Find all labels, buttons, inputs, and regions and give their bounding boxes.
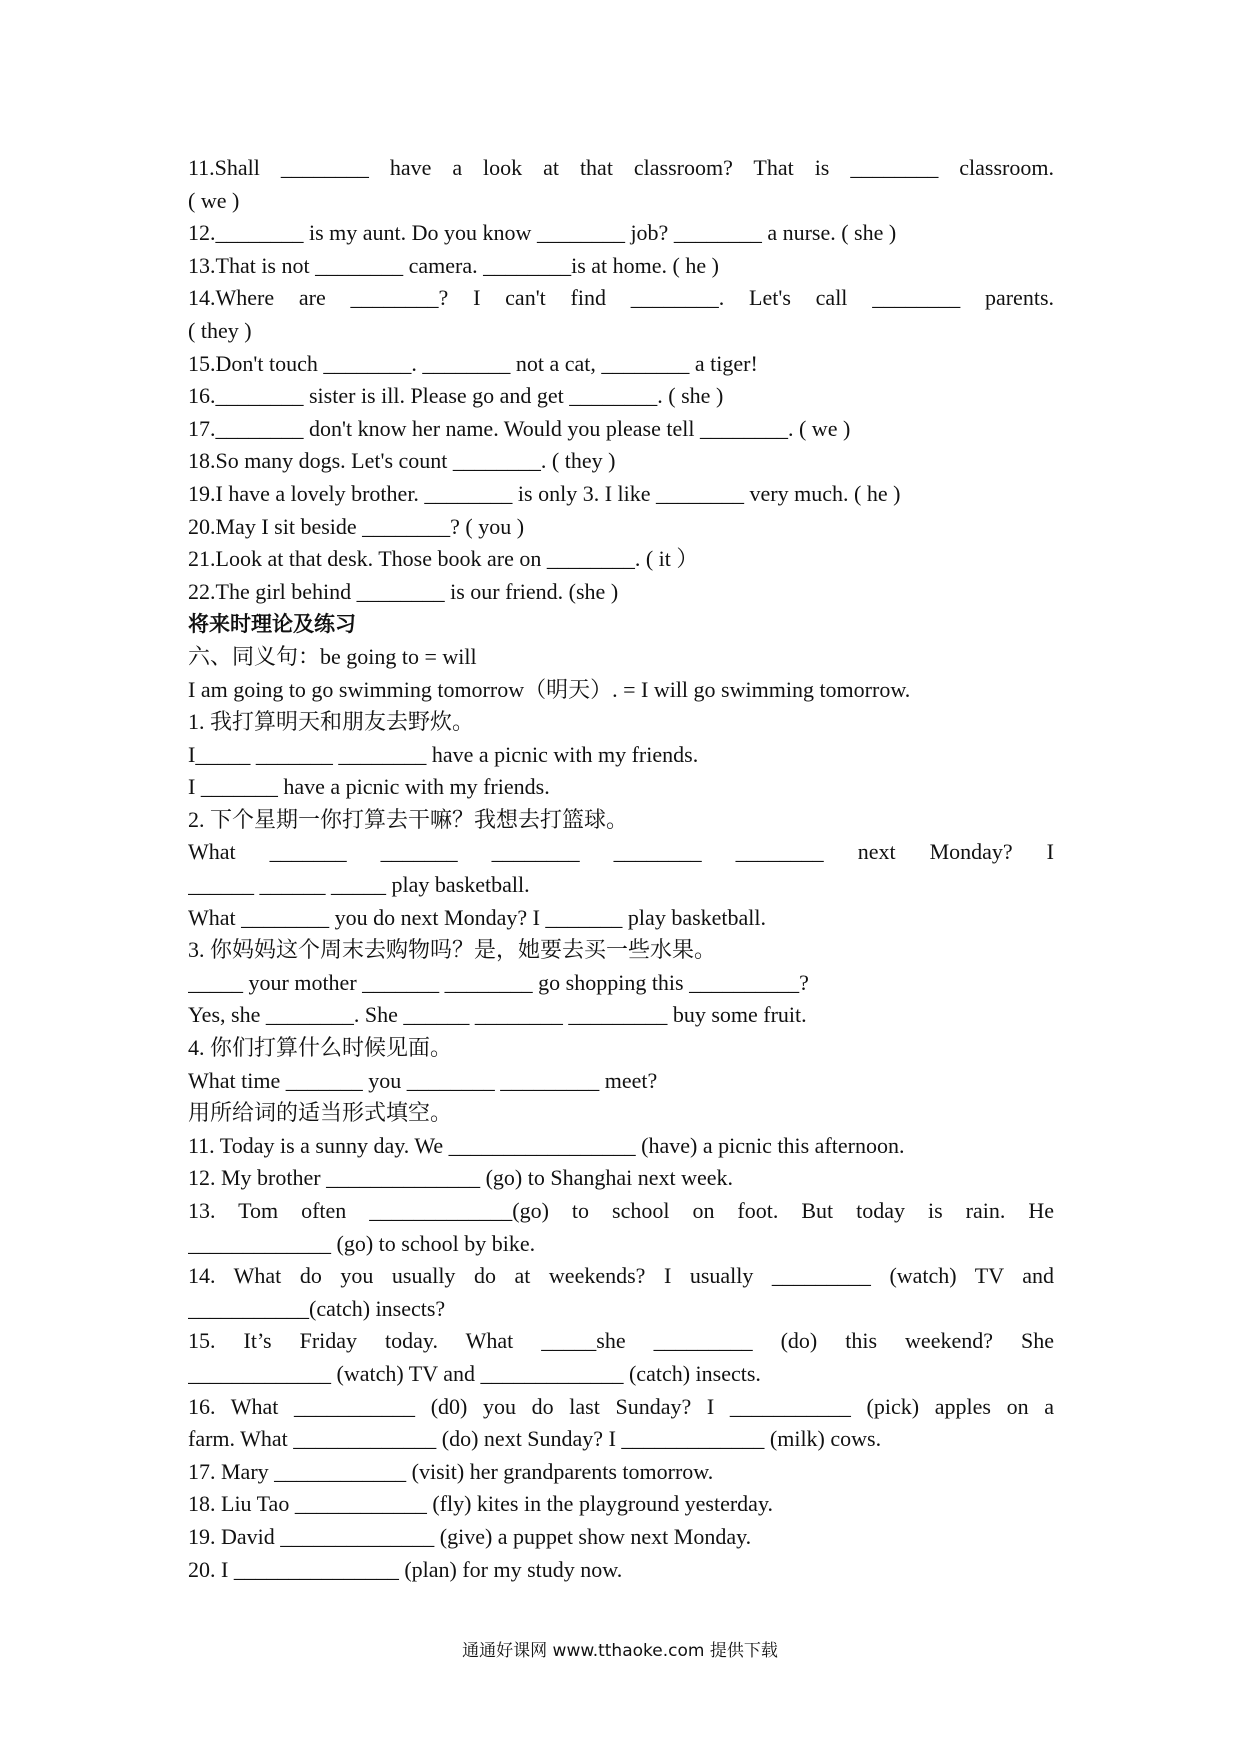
exercise-line: 18. Liu Tao ____________ (fly) kites in the playground yesterday. <box>188 1491 774 1517</box>
section-heading: 将来时理论及练习 <box>188 612 356 637</box>
worksheet-body <box>188 152 1054 1586</box>
exercise-line: What _______ _______ ________ ________ ________ next Monday? I <box>188 839 1054 865</box>
exercise-line: I_____ _______ ________ have a picnic with my friends. <box>188 741 699 767</box>
exercise-line: 11. Today is a sunny day. We _________________ (have) a picnic this afternoon. <box>188 1132 905 1158</box>
exercise-line: _____________ (go) to school by bike. <box>188 1230 536 1256</box>
exercise-line: _____________ (watch) TV and _____________ (catch) insects. <box>188 1360 761 1386</box>
exercise-line: 14. What do you usually do at weekends? I usually _________ (watch) TV and <box>188 1263 1054 1289</box>
exercise-line: 六、同义句：be going to = will <box>188 643 477 669</box>
page-footer: 通通好课网 www.tthaoke.com 提供下载 <box>462 1641 778 1661</box>
exercise-line: 21.Look at that desk. Those book are on ________. ( it ） <box>188 546 699 572</box>
exercise-line: 20. I _______________ (plan) for my study now. <box>188 1556 623 1582</box>
exercise-line: 16.________ sister is ill. Please go and get ________. ( she ) <box>188 383 724 409</box>
exercise-line: 17.________ don't know her name. Would you please tell ________. ( we ) <box>188 415 851 441</box>
exercise-line: What ________ you do next Monday? I _______ play basketball. <box>188 904 767 930</box>
exercise-line: ( they ) <box>188 317 252 343</box>
exercise-line: 20.May I sit beside ________? ( you ) <box>188 513 525 539</box>
exercise-line: ___________(catch) insects? <box>188 1295 446 1321</box>
exercise-line: 1. 我打算明天和朋友去野炊。 <box>188 709 475 735</box>
exercise-line: ______ ______ _____ play basketball. <box>188 872 530 898</box>
exercise-line: I _______ have a picnic with my friends. <box>188 774 550 800</box>
exercise-line: 4. 你们打算什么时候见面。 <box>188 1035 453 1061</box>
exercise-line: farm. What _____________ (do) next Sunday? I _____________ (milk) cows. <box>188 1426 882 1452</box>
exercise-line: 17. Mary ____________ (visit) her grandparents tomorrow. <box>188 1458 714 1484</box>
exercise-line: What time _______ you ________ _________ meet? <box>188 1067 658 1093</box>
exercise-line: 13.That is not ________ camera. ________is at home. ( he ) <box>188 252 719 278</box>
exercise-line: _____ your mother _______ ________ go shopping this __________? <box>188 969 809 995</box>
exercise-line: 13. Tom often _____________(go) to school on foot. But today is rain. He <box>188 1198 1054 1223</box>
exercise-line: 19. David ______________ (give) a puppet show next Monday. <box>188 1523 752 1549</box>
exercise-line: 18.So many dogs. Let's count ________. ( they ) <box>188 448 616 474</box>
exercise-line: 15.Don't touch ________. ________ not a cat, ________ a tiger! <box>188 350 758 376</box>
exercise-line: 16. What ___________ (d0) you do last Sunday? I ___________ (pick) apples on a <box>188 1393 1054 1419</box>
exercise-line: 用所给词的适当形式填空。 <box>188 1100 453 1126</box>
exercise-line: Yes, she ________. She ______ ________ _________ buy some fruit. <box>188 1002 807 1028</box>
exercise-line: 12.________ is my aunt. Do you know ________ job? ________ a nurse. ( she ) <box>188 220 897 246</box>
exercise-line: 15. It’s Friday today. What _____she _________ (do) this weekend? She <box>188 1328 1054 1354</box>
exercise-line: 12. My brother ______________ (go) to Shanghai next week. <box>188 1165 734 1191</box>
exercise-line: I am going to go swimming tomorrow（明天）. = I will go swimming tomorrow. <box>188 676 911 702</box>
exercise-line: 3. 你妈妈这个周末去购物吗？是，她要去买一些水果。 <box>188 937 717 963</box>
exercise-line: 14.Where are ________? I can't find ________. Let's call ________ parents. <box>188 285 1054 311</box>
exercise-line: 2. 下个星期一你打算去干嘛？我想去打篮球。 <box>188 806 629 832</box>
exercise-line: 22.The girl behind ________ is our friend. (she ) <box>188 578 619 604</box>
exercise-line: 11.Shall ________ have a look at that classroom? That is ________ classroom. <box>188 155 1054 180</box>
exercise-line: 19.I have a lovely brother. ________ is only 3. I like ________ very much. ( he ) <box>188 480 901 506</box>
exercise-line: ( we ) <box>188 187 240 213</box>
